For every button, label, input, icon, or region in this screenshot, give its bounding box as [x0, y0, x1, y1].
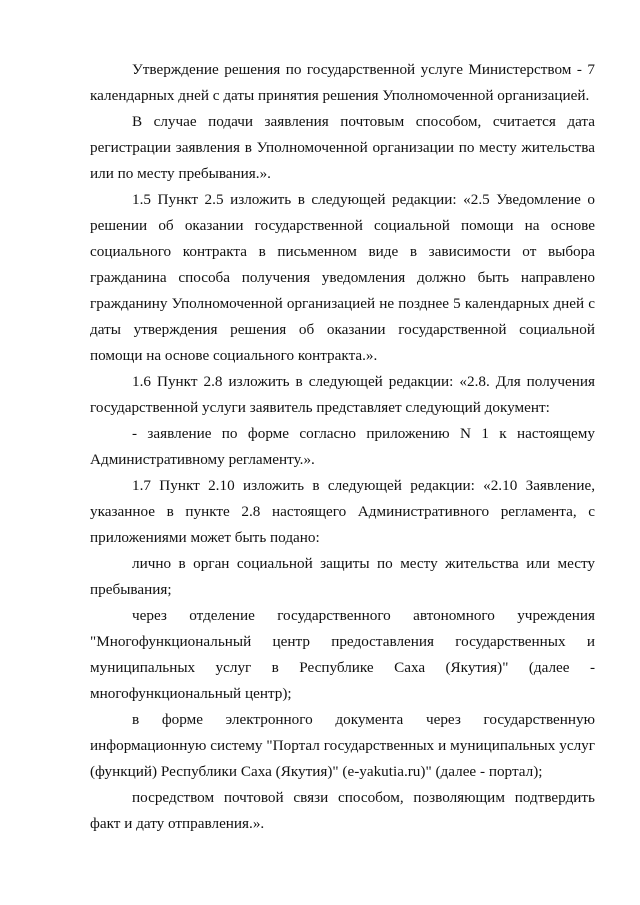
paragraph-postal: посредством почтовой связи способом, позволяющим подтвердить факт и дату отправления.».: [90, 789, 595, 832]
paragraph-item-1-6: 1.6 Пункт 2.8 изложить в следующей редакции: «2.8. Для получения государственной услуги заявитель представляет следующий документ:: [90, 373, 595, 416]
paragraph-item-1-7: 1.7 Пункт 2.10 изложить в следующей редакции: «2.10 Заявление, указанное в пункте 2.8 настоящего Административного регламента, с приложениями может быть подано:: [90, 477, 595, 546]
paragraph-mfc: через отделение государственного автономного учреждения "Многофункциональный центр предоставления государственных и муниципальных услуг в Республике Саха (Якутия)" (далее - многофункциональный центр);: [90, 607, 595, 702]
paragraph-postal-registration: В случае подачи заявления почтовым способом, считается дата регистрации заявления в Уполномоченной организации по месту жительства или по месту пребывания.».: [90, 113, 595, 182]
document-body: [90, 57, 595, 837]
paragraph-electronic-portal: в форме электронного документа через государственную информационную систему "Портал государственных и муниципальных услуг (функций) Республики Саха (Якутия)" (e-yakutia.ru)" (далее - портал);: [90, 711, 595, 780]
paragraph-item-1-5: 1.5 Пункт 2.5 изложить в следующей редакции: «2.5 Уведомление о решении об оказании государственной социальной помощи на основе социального контракта в письменном виде в зависимости от выбора гражданина способа получения уведомления должно быть направлено гражданину Уполномоченной организацией не позднее 5 календарных дней с даты утверждения решения об оказании государственной социальной помощи на основе социального контракта.».: [90, 191, 595, 364]
paragraph-application-form: - заявление по форме согласно приложению N 1 к настоящему Административному регламенту.».: [90, 425, 595, 468]
paragraph-approval-term: Утверждение решения по государственной услуге Министерством - 7 календарных дней с даты принятия решения Уполномоченной организацией.: [90, 61, 595, 104]
paragraph-in-person: лично в орган социальной защиты по месту жительства или месту пребывания;: [90, 555, 595, 598]
